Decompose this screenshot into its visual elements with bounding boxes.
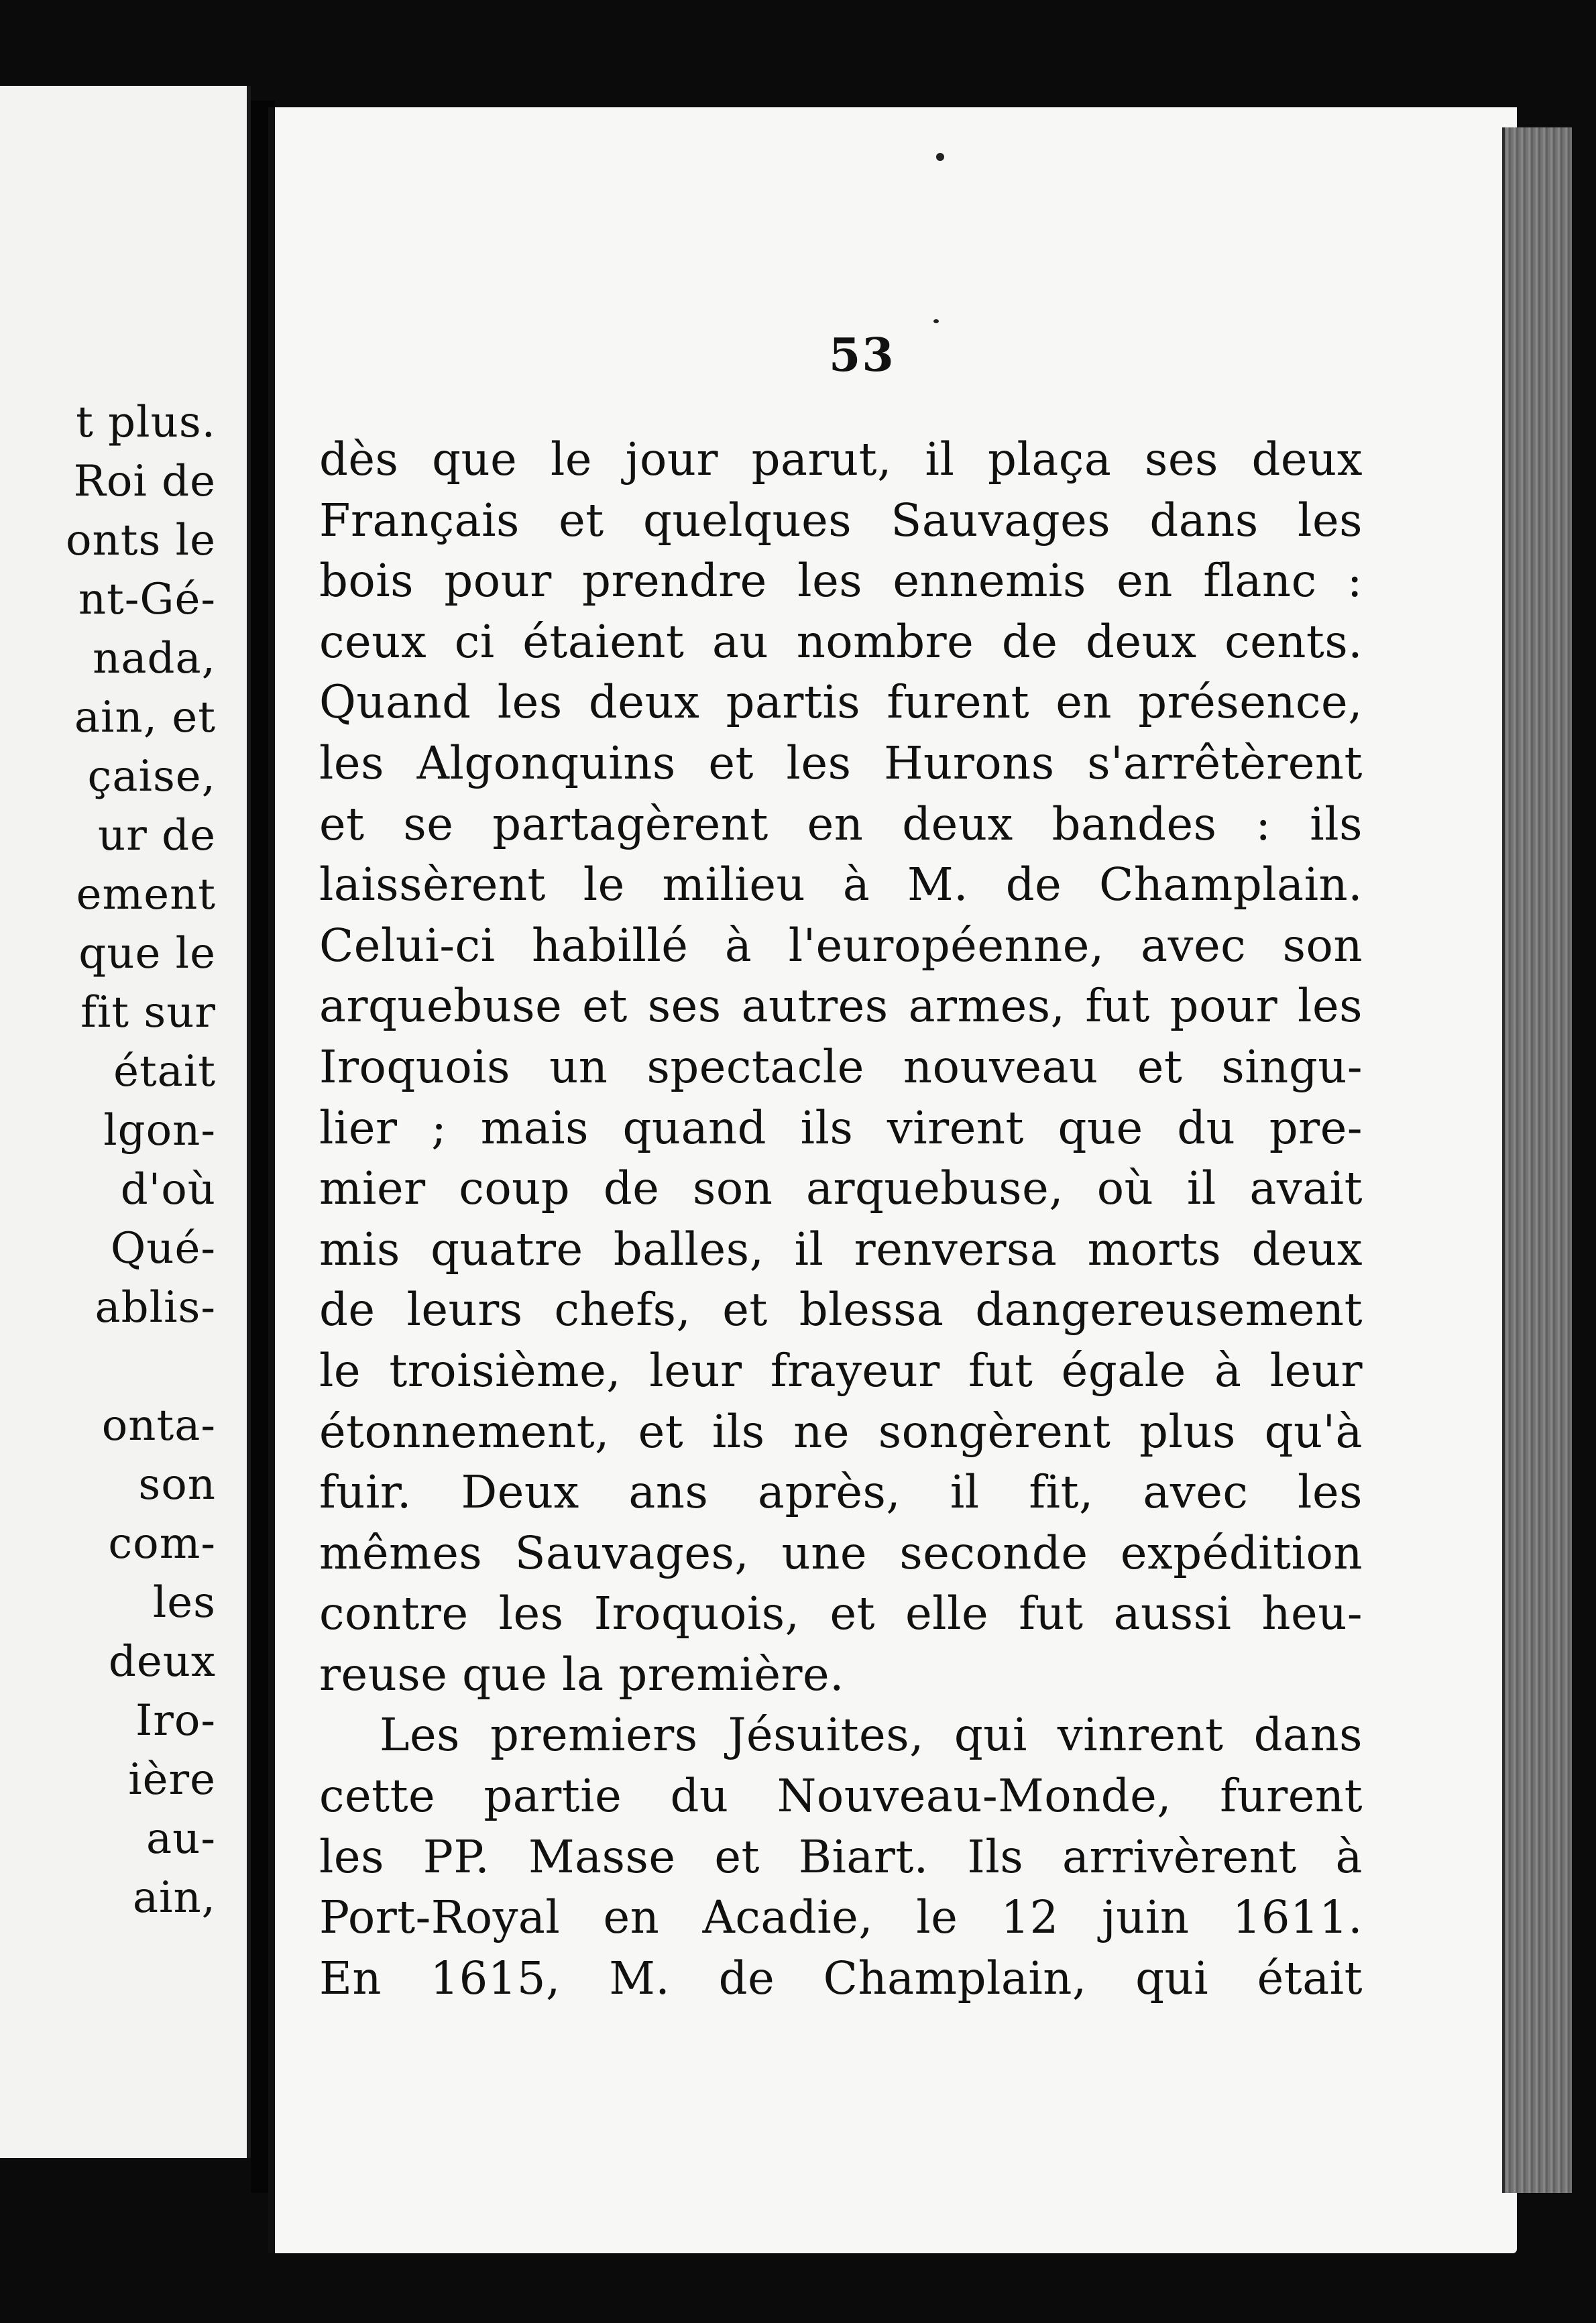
left-page-line: les — [152, 1578, 216, 1628]
text-line: les PP. Masse et Biart. Ils arrivèrent à — [319, 1830, 1363, 1883]
text-line: reuse que la première. — [319, 1648, 844, 1701]
left-page-line: Iro- — [135, 1696, 216, 1746]
left-page-line: com- — [108, 1519, 216, 1569]
left-page-line: ement — [76, 870, 216, 919]
text-line: Port-Royal en Acadie, le 12 juin 1611. — [319, 1891, 1363, 1944]
text-line: lier ; mais quand ils virent que du pre- — [319, 1101, 1363, 1154]
left-page-line: Roi de — [73, 457, 216, 506]
text-line: ceux ci étaient au nombre de deux cents. — [319, 615, 1363, 668]
text-line: mêmes Sauvages, une seconde expédition — [319, 1526, 1363, 1579]
text-line: mier coup de son arquebuse, où il avait — [319, 1162, 1363, 1215]
left-page-line: deux — [108, 1637, 216, 1687]
left-page-line: fit sur — [80, 988, 216, 1037]
text-line: Quand les deux partis furent en présence, — [319, 676, 1363, 729]
text-line: arquebuse et ses autres armes, fut pour les — [319, 980, 1363, 1033]
text-line: Celui-ci habillé à l'européenne, avec son — [319, 919, 1363, 972]
ink-speck — [933, 319, 939, 323]
left-page-line: onts le — [66, 516, 216, 565]
left-page-line: Qué- — [110, 1224, 216, 1273]
left-page-line: ain, — [132, 1873, 216, 1923]
text-line: bois pour prendre les ennemis en flanc : — [319, 555, 1363, 608]
left-page — [0, 86, 251, 2158]
text-line: Français et quelques Sauvages dans les — [319, 494, 1363, 547]
left-page-line: nada, — [93, 634, 216, 683]
page-edge-stack — [1502, 127, 1572, 2193]
left-page-line: d'où — [120, 1165, 216, 1214]
text-line: les Algonquins et les Hurons s'arrêtèrent — [319, 736, 1363, 789]
left-page-line: lgon- — [103, 1106, 216, 1155]
left-page-line: t plus. — [76, 398, 216, 447]
left-page-line: onta- — [101, 1401, 216, 1451]
text-line: étonnement, et ils ne songèrent plus qu'à — [319, 1405, 1363, 1458]
left-page-line: ablis- — [95, 1283, 216, 1333]
page-number: 53 — [829, 329, 895, 382]
left-page-line: que le — [78, 929, 216, 978]
left-page-line: ière — [128, 1755, 216, 1805]
text-line: dès que le jour parut, il plaça ses deux — [319, 433, 1363, 486]
text-line: et se partagèrent en deux bandes : ils — [319, 797, 1363, 850]
text-line: laissèrent le milieu à M. de Champlain. — [319, 858, 1363, 911]
text-line: de leurs chefs, et blessa dangereusement — [319, 1284, 1363, 1337]
text-line: cette partie du Nouveau-Monde, furent — [319, 1770, 1363, 1823]
left-page-line: au- — [146, 1814, 216, 1864]
text-line: le troisième, leur frayeur fut égale à leur — [319, 1344, 1363, 1397]
text-line: fuir. Deux ans après, il fit, avec les — [319, 1466, 1363, 1519]
left-page-line: était — [113, 1047, 216, 1096]
text-line: Les premiers Jésuites, qui vinrent dans — [380, 1709, 1363, 1762]
text-line: contre les Iroquois, et elle fut aussi heu- — [319, 1587, 1363, 1640]
left-page-line: ain, et — [74, 693, 216, 742]
left-page-line: çaise, — [87, 752, 216, 801]
ink-speck — [936, 153, 944, 161]
text-line: En 1615, M. de Champlain, qui était — [319, 1951, 1363, 2004]
text-line: mis quatre balles, il renversa morts deux — [319, 1223, 1363, 1276]
text-line: Iroquois un spectacle nouveau et singu- — [319, 1040, 1363, 1093]
left-page-line: ur de — [98, 811, 216, 860]
page-body — [319, 429, 1363, 2008]
left-page-line: son — [138, 1460, 216, 1510]
left-page-line: nt-Gé- — [78, 575, 216, 624]
